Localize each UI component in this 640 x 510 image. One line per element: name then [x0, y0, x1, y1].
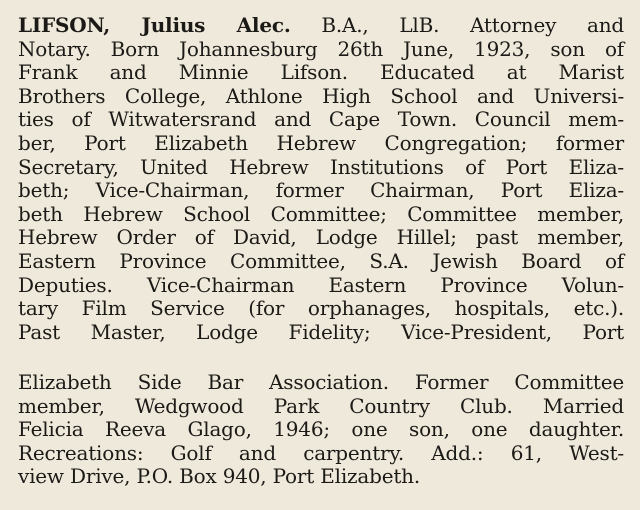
- text-line: Secretary, United Hebrew Institutions of Port Eliza-: [18, 154, 624, 179]
- text-line: Hebrew Order of David, Lodge Hillel; past member,: [18, 225, 624, 250]
- text-line: Brothers College, Athlone High School and Universi-: [18, 83, 624, 108]
- text-line: Notary. Born Johannesburg 26th June, 1923, son of: [18, 36, 624, 61]
- text-line: Eastern Province Committee, S.A. Jewish Board of: [18, 248, 624, 273]
- text-line: Past Master, Lodge Fidelity; Vice-President, Port: [18, 319, 624, 344]
- text-line: Recreations: Golf and carpentry. Add.: 61, West-: [18, 440, 624, 465]
- text-line: ber, Port Elizabeth Hebrew Congregation; former: [18, 130, 624, 155]
- text-line: Frank and Minnie Lifson. Educated at Marist: [18, 60, 624, 85]
- text-line: Deputies. Vice-Chairman Eastern Province Volun-: [18, 272, 624, 297]
- text-line: member, Wedgwood Park Country Club. Married: [18, 393, 624, 418]
- entry-name: [18, 13, 291, 37]
- biography-paragraph-2: [18, 371, 624, 489]
- entry-given-names: Julius Alec.: [141, 13, 291, 37]
- text-line: beth; Vice-Chairman, former Chairman, Port Eliza-: [18, 178, 624, 203]
- entry-surname: LIFSON,: [18, 13, 111, 37]
- text-line: tary Film Service (for orphanages, hospitals, etc.).: [18, 296, 624, 321]
- text-line: ties of Witwatersrand and Cape Town. Council mem-: [18, 107, 624, 132]
- entry-credentials: B.A., LlB. Attorney and: [321, 13, 624, 37]
- text-line: Elizabeth Side Bar Association. Former Committee: [18, 370, 624, 394]
- text-line: Felicia Reeva Glago, 1946; one son, one daughter.: [18, 417, 624, 442]
- text-line: [18, 14, 624, 38]
- column-break: [0, 356, 640, 358]
- text-line: beth Hebrew School Committee; Committee member,: [18, 201, 624, 226]
- text-line: view Drive, P.O. Box 940, Port Elizabeth.: [18, 464, 421, 489]
- biography-paragraph-1: [18, 14, 624, 344]
